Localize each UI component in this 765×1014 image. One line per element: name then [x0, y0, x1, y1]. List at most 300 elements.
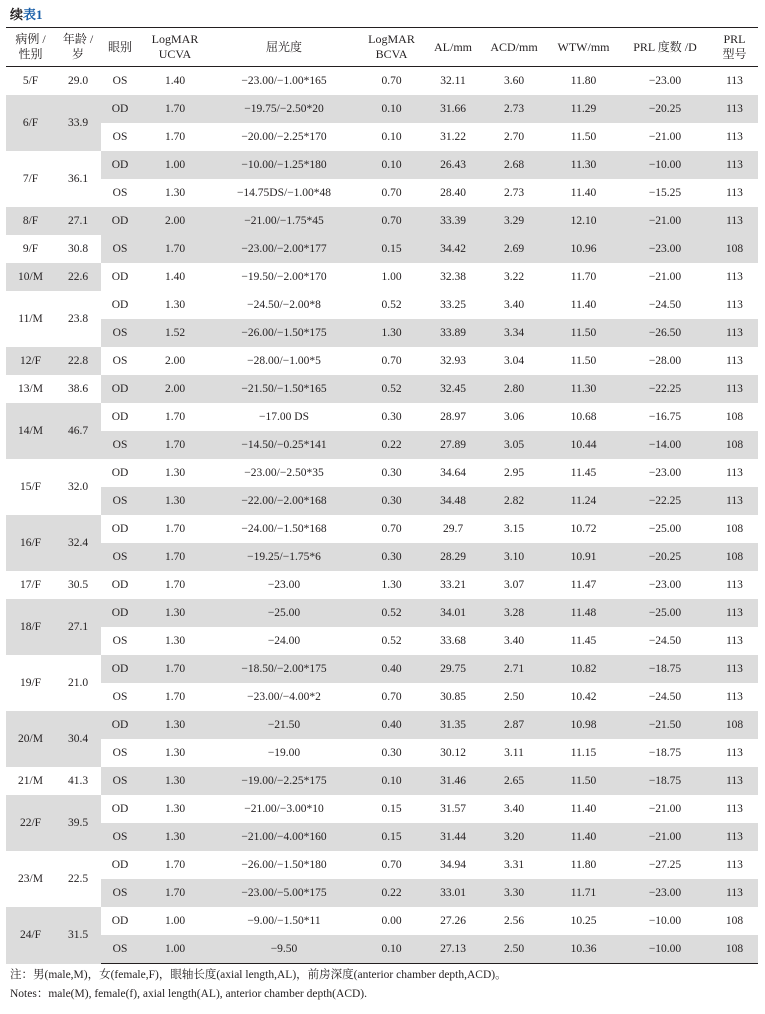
- case-cell: 13/M: [18, 383, 43, 395]
- table-cell: 2.56: [503, 915, 525, 927]
- table-cell: 2.71: [480, 655, 548, 683]
- table-cell: 108: [725, 411, 744, 423]
- table-cell: 0.00: [381, 915, 402, 927]
- table-cell: 32.11: [440, 75, 466, 87]
- table-cell: OS: [101, 823, 139, 851]
- table-cell: 12.10: [548, 207, 619, 235]
- table-cell: −25.00: [619, 599, 711, 627]
- table-cell: −21.00: [648, 803, 682, 815]
- case-cell: 5/F: [22, 75, 39, 87]
- table-cell: 2.50: [480, 935, 548, 964]
- table-cell: −9.00/−1.50*11: [247, 915, 321, 927]
- table-cell: 29.75: [426, 655, 480, 683]
- table-cell: 10.96: [548, 235, 619, 263]
- table-cell: 11.45: [570, 635, 597, 647]
- table-cell: OD: [111, 859, 129, 871]
- table-cell: 31.66: [426, 95, 480, 123]
- table-cell: 1.30: [139, 823, 211, 851]
- table-cell: OD: [101, 375, 139, 403]
- table-cell: −23.00: [619, 235, 711, 263]
- table-cell: 3.40: [503, 635, 525, 647]
- table-cell: 0.52: [357, 375, 426, 403]
- table-cell: 1.30: [139, 599, 211, 627]
- col-header: 病例 / 性别: [6, 28, 55, 67]
- table-cell: −19.00: [267, 747, 301, 759]
- table-cell: 11.40: [570, 187, 597, 199]
- table-cell: −10.00: [648, 915, 682, 927]
- table-cell: 1.70: [164, 131, 186, 143]
- table-cell: 31.44: [426, 823, 480, 851]
- col-header: LogMAR BCVA: [357, 28, 426, 67]
- table-cell: 0.10: [357, 935, 426, 964]
- case-cell: 23/M: [18, 873, 43, 885]
- table-cell: OD: [111, 299, 129, 311]
- table-cell: 3.29: [480, 207, 548, 235]
- case-cell: 10/M: [6, 263, 55, 291]
- table-cell: 0.15: [381, 803, 402, 815]
- table-cell: 3.15: [503, 523, 525, 535]
- table-cell: 1.70: [164, 579, 186, 591]
- table-cell: −15.25: [648, 187, 682, 199]
- table-cell: 113: [726, 635, 743, 647]
- table-row: [6, 879, 758, 907]
- table-cell: 11.47: [570, 579, 597, 591]
- table-cell: OD: [101, 95, 139, 123]
- table-cell: 0.52: [381, 299, 402, 311]
- table-cell: −14.75DS/−1.00*48: [236, 187, 332, 199]
- col-header: 年龄 / 岁: [55, 28, 101, 67]
- table-caption: [10, 4, 43, 23]
- table-cell: −18.75: [648, 747, 682, 759]
- col-header: PRL 型号: [711, 28, 758, 67]
- table-cell: 0.15: [357, 235, 426, 263]
- col-header: 眼别: [101, 28, 139, 67]
- case-cell: 6/F: [6, 95, 55, 151]
- table-cell: 113: [711, 151, 758, 179]
- table-cell: 11.40: [570, 299, 597, 311]
- table-cell: 33.39: [426, 207, 480, 235]
- table-row: [6, 711, 758, 739]
- table-row: [6, 403, 758, 431]
- table-cell: 0.15: [357, 823, 426, 851]
- table-cell: −24.50/−2.00*8: [247, 299, 321, 311]
- table-cell: −23.00/−4.00*2: [247, 691, 321, 703]
- table-row: [6, 319, 758, 347]
- table-cell: OD: [111, 271, 129, 283]
- caption-label: 表1: [23, 7, 43, 22]
- table-cell: 11.30: [548, 151, 619, 179]
- table-cell: −19.50/−2.00*170: [241, 271, 327, 283]
- table-row: [6, 347, 758, 375]
- case-cell: 11/M: [18, 313, 43, 325]
- table-cell: −17.00 DS: [259, 411, 309, 423]
- table-cell: 2.65: [480, 767, 548, 795]
- age-cell: 30.4: [55, 711, 101, 767]
- table-cell: −19.75/−2.50*20: [211, 95, 357, 123]
- table-cell: 113: [726, 579, 743, 591]
- table-cell: −21.00/−3.00*10: [244, 803, 324, 815]
- case-cell: 9/F: [22, 243, 39, 255]
- table-cell: 1.30: [139, 487, 211, 515]
- table-cell: 3.40: [503, 299, 525, 311]
- table-cell: 113: [711, 375, 758, 403]
- table-cell: 113: [726, 187, 743, 199]
- table-cell: 0.10: [381, 131, 402, 143]
- table-cell: 0.30: [381, 747, 402, 759]
- age-cell: 39.5: [55, 795, 101, 851]
- table-cell: OS: [112, 691, 128, 703]
- table-row: [6, 907, 758, 935]
- table-cell: 2.00: [139, 207, 211, 235]
- table-cell: 34.01: [426, 599, 480, 627]
- table-row: [6, 95, 758, 123]
- table-cell: −24.50: [648, 691, 682, 703]
- table-cell: OD: [111, 523, 129, 535]
- table-cell: −21.00: [648, 271, 682, 283]
- age-cell: 29.0: [67, 75, 89, 87]
- table-cell: 33.89: [426, 319, 480, 347]
- table-cell: 2.00: [139, 375, 211, 403]
- table-cell: 1.30: [164, 747, 186, 759]
- table-cell: 11.50: [548, 319, 619, 347]
- table-cell: −28.00: [648, 355, 682, 367]
- table-cell: 108: [725, 915, 744, 927]
- table-cell: 3.07: [503, 579, 525, 591]
- table-cell: 33.21: [440, 579, 466, 591]
- table-cell: −23.00/−2.50*35: [244, 467, 324, 479]
- table-cell: 1.30: [381, 579, 402, 591]
- table-cell: 3.05: [480, 431, 548, 459]
- table-row: [6, 627, 758, 655]
- table-cell: 1.00: [381, 271, 402, 283]
- table-cell: −23.00: [648, 467, 682, 479]
- table-cell: 11.50: [548, 767, 619, 795]
- table-cell: 30.85: [440, 691, 466, 703]
- table-cell: 108: [711, 935, 758, 964]
- table-cell: 31.46: [426, 767, 480, 795]
- table-cell: 1.00: [139, 151, 211, 179]
- table-cell: 0.22: [357, 879, 426, 907]
- table-cell: 34.64: [440, 467, 466, 479]
- age-cell: 38.6: [67, 383, 89, 395]
- table-cell: OS: [112, 635, 128, 647]
- table-cell: −16.75: [648, 411, 682, 423]
- table-cell: 0.10: [357, 767, 426, 795]
- table-cell: 10.36: [548, 935, 619, 964]
- table-cell: 1.40: [164, 271, 186, 283]
- table-cell: 28.29: [426, 543, 480, 571]
- table-cell: −26.00/−1.50*180: [241, 859, 327, 871]
- table-cell: 0.40: [357, 711, 426, 739]
- table-cell: 2.68: [480, 151, 548, 179]
- table-cell: 2.70: [503, 131, 525, 143]
- age-cell: 36.1: [67, 173, 89, 185]
- header-row: [6, 28, 758, 67]
- table-cell: 27.26: [440, 915, 466, 927]
- table-cell: 113: [711, 207, 758, 235]
- table-cell: −23.00/−1.00*165: [241, 75, 327, 87]
- table-cell: 2.73: [480, 95, 548, 123]
- table-cell: OD: [111, 467, 129, 479]
- table-cell: 1.30: [164, 467, 186, 479]
- caption-prefix: 续: [10, 7, 24, 22]
- table-cell: 10.72: [570, 523, 597, 535]
- table-cell: 2.50: [503, 691, 525, 703]
- table-cell: −10.00: [619, 151, 711, 179]
- table-row: [6, 123, 758, 151]
- table-cell: 113: [726, 859, 743, 871]
- table-row: [6, 935, 758, 964]
- table-row: [6, 683, 758, 711]
- table-cell: −22.25: [619, 375, 711, 403]
- table-cell: 108: [725, 523, 744, 535]
- table-cell: −10.00: [619, 935, 711, 964]
- table-cell: 113: [711, 879, 758, 907]
- table-cell: 3.06: [503, 411, 525, 423]
- table-cell: −21.50: [211, 711, 357, 739]
- table-cell: 32.93: [440, 355, 466, 367]
- table-cell: 1.70: [139, 431, 211, 459]
- note-zh: 注：男(male,M)，女(female,F)，眼轴长度(axial length,AL)，前房深度(anterior chamber depth,ACD)。: [10, 969, 507, 981]
- table-cell: 1.30: [357, 319, 426, 347]
- table-cell: 2.00: [164, 355, 186, 367]
- table-cell: OS: [101, 935, 139, 964]
- table-cell: 1.70: [164, 691, 186, 703]
- table-cell: 34.42: [426, 235, 480, 263]
- col-header: AL/mm: [426, 28, 480, 67]
- table-row: [6, 207, 758, 235]
- table-cell: 3.04: [503, 355, 525, 367]
- col-header: ACD/mm: [480, 28, 548, 67]
- table-cell: −28.00/−1.00*5: [247, 355, 321, 367]
- table-cell: 30.12: [440, 747, 466, 759]
- table-cell: 28.40: [440, 187, 466, 199]
- table-body: [6, 67, 758, 964]
- table-cell: 33.01: [426, 879, 480, 907]
- table-cell: −26.00/−1.50*175: [211, 319, 357, 347]
- table-cell: −21.50/−1.50*165: [211, 375, 357, 403]
- table-cell: −22.25: [619, 487, 711, 515]
- table-cell: 0.30: [381, 467, 402, 479]
- table-cell: 11.70: [570, 271, 597, 283]
- table-cell: 1.70: [139, 879, 211, 907]
- table-cell: −23.00/−2.00*177: [211, 235, 357, 263]
- table-row: [6, 67, 758, 96]
- age-cell: 33.9: [55, 95, 101, 151]
- table-cell: 2.87: [480, 711, 548, 739]
- col-header: PRL 度数 /D: [619, 28, 711, 67]
- table-cell: 0.30: [357, 487, 426, 515]
- table-cell: 113: [726, 691, 743, 703]
- table-cell: −24.00/−1.50*168: [241, 523, 327, 535]
- table-cell: −24.50: [648, 299, 682, 311]
- age-cell: 32.4: [55, 515, 101, 571]
- table-cell: −14.00: [619, 431, 711, 459]
- table-cell: 11.45: [570, 467, 597, 479]
- col-header: LogMAR UCVA: [139, 28, 211, 67]
- table-cell: −21.00: [648, 131, 682, 143]
- table-cell: 27.13: [426, 935, 480, 964]
- table-cell: OS: [112, 75, 128, 87]
- age-cell: 30.5: [67, 579, 89, 591]
- table-cell: −23.00: [267, 579, 301, 591]
- table-cell: 3.60: [503, 75, 525, 87]
- col-header: 屈光度: [211, 28, 357, 67]
- table-cell: OS: [101, 543, 139, 571]
- table-cell: 28.97: [440, 411, 466, 423]
- table-cell: 3.10: [480, 543, 548, 571]
- table-cell: 33.68: [440, 635, 466, 647]
- col-header: WTW/mm: [548, 28, 619, 67]
- table-cell: 0.70: [381, 187, 402, 199]
- table-cell: 11.50: [570, 355, 597, 367]
- table-cell: OD: [101, 151, 139, 179]
- table-row: [6, 291, 758, 319]
- table-cell: −23.00/−5.00*175: [211, 879, 357, 907]
- table-cell: 1.70: [164, 859, 186, 871]
- table-cell: 11.50: [570, 131, 597, 143]
- table-cell: 0.10: [357, 151, 426, 179]
- table-cell: 113: [711, 655, 758, 683]
- table-cell: 0.22: [357, 431, 426, 459]
- table-cell: 2.73: [503, 187, 525, 199]
- age-cell: 27.1: [55, 207, 101, 235]
- table-row: [6, 599, 758, 627]
- table-cell: 0.70: [381, 523, 402, 535]
- table-row: [6, 515, 758, 543]
- table-cell: OD: [101, 599, 139, 627]
- table-cell: 0.30: [357, 543, 426, 571]
- age-cell: 46.7: [55, 403, 101, 459]
- table-cell: 11.24: [548, 487, 619, 515]
- case-cell: 21/M: [18, 775, 43, 787]
- table-cell: 34.94: [440, 859, 466, 871]
- table-cell: 11.30: [548, 375, 619, 403]
- table-cell: 1.70: [164, 523, 186, 535]
- table-cell: 1.30: [164, 635, 186, 647]
- table-cell: 0.70: [381, 75, 402, 87]
- table-cell: 1.40: [164, 75, 186, 87]
- table-cell: 32.38: [440, 271, 466, 283]
- table-cell: −25.00: [648, 523, 682, 535]
- table-cell: 2.80: [480, 375, 548, 403]
- table-cell: 11.29: [548, 95, 619, 123]
- table-cell: −22.00/−2.00*168: [211, 487, 357, 515]
- table-row: [6, 459, 758, 487]
- table-cell: 33.25: [440, 299, 466, 311]
- table-cell: −20.00/−2.25*170: [241, 131, 327, 143]
- table-cell: 108: [711, 235, 758, 263]
- table-row: [6, 851, 758, 879]
- case-cell: 16/F: [6, 515, 55, 571]
- table-cell: 113: [711, 95, 758, 123]
- data-table: [6, 27, 758, 964]
- table-cell: 3.22: [503, 271, 525, 283]
- table-cell: 108: [711, 431, 758, 459]
- table-cell: −23.00: [648, 579, 682, 591]
- table-row: [6, 151, 758, 179]
- table-cell: −18.75: [619, 655, 711, 683]
- table-row: [6, 767, 758, 795]
- table-cell: 1.00: [139, 935, 211, 964]
- table-cell: OS: [112, 187, 128, 199]
- table-cell: 0.52: [357, 599, 426, 627]
- table-cell: OD: [111, 915, 129, 927]
- table-cell: −25.00: [211, 599, 357, 627]
- table-cell: 10.25: [570, 915, 597, 927]
- age-cell: 32.0: [67, 481, 89, 493]
- table-cell: OD: [111, 579, 129, 591]
- table-cell: 3.34: [480, 319, 548, 347]
- table-cell: 113: [726, 467, 743, 479]
- table-cell: OS: [101, 319, 139, 347]
- table-cell: −21.50: [619, 711, 711, 739]
- table-cell: 1.70: [139, 655, 211, 683]
- table-cell: −24.50: [648, 635, 682, 647]
- table-cell: 10.68: [570, 411, 597, 423]
- table-cell: OS: [112, 747, 128, 759]
- table-cell: 113: [711, 823, 758, 851]
- table-cell: 113: [726, 271, 743, 283]
- table-cell: 113: [726, 131, 743, 143]
- table-cell: 3.28: [480, 599, 548, 627]
- table-cell: 113: [711, 767, 758, 795]
- age-cell: 22.5: [67, 873, 89, 885]
- table-cell: 3.20: [480, 823, 548, 851]
- table-cell: 31.35: [426, 711, 480, 739]
- table-cell: 3.11: [504, 747, 524, 759]
- table-cell: 11.15: [570, 747, 597, 759]
- table-cell: −20.25: [619, 543, 711, 571]
- note-en: Notes：male(M), female(f), axial length(AL), anterior chamber depth(ACD).: [10, 988, 367, 1000]
- table-cell: 113: [726, 803, 743, 815]
- table-cell: 1.30: [164, 803, 186, 815]
- age-cell: 23.8: [67, 313, 89, 325]
- table-cell: 113: [711, 319, 758, 347]
- table-cell: 11.40: [548, 823, 619, 851]
- table-cell: 10.44: [548, 431, 619, 459]
- case-cell: 8/F: [6, 207, 55, 235]
- table-cell: OD: [111, 411, 129, 423]
- age-cell: 22.8: [55, 347, 101, 375]
- case-cell: 22/F: [6, 795, 55, 851]
- table-cell: 3.30: [480, 879, 548, 907]
- table-row: [6, 571, 758, 599]
- table-cell: OD: [101, 711, 139, 739]
- case-cell: 20/M: [6, 711, 55, 767]
- table-cell: OS: [112, 131, 128, 143]
- table-cell: OS: [101, 235, 139, 263]
- table-cell: 113: [726, 75, 743, 87]
- table-cell: 31.22: [440, 131, 466, 143]
- table-cell: −23.00: [648, 75, 682, 87]
- table-cell: −27.25: [648, 859, 682, 871]
- table-cell: 11.80: [570, 859, 597, 871]
- table-cell: OS: [112, 355, 128, 367]
- table-cell: 1.30: [139, 767, 211, 795]
- table-cell: 3.31: [503, 859, 525, 871]
- table-cell: OD: [101, 655, 139, 683]
- table-cell: 0.30: [381, 411, 402, 423]
- table-row: [6, 823, 758, 851]
- case-cell: 24/F: [6, 907, 55, 964]
- table-cell: −21.00/−4.00*160: [211, 823, 357, 851]
- case-cell: 12/F: [6, 347, 55, 375]
- age-cell: 30.8: [67, 243, 89, 255]
- table-cell: −14.50/−0.25*141: [211, 431, 357, 459]
- table-cell: 10.82: [548, 655, 619, 683]
- table-cell: 11.80: [570, 75, 597, 87]
